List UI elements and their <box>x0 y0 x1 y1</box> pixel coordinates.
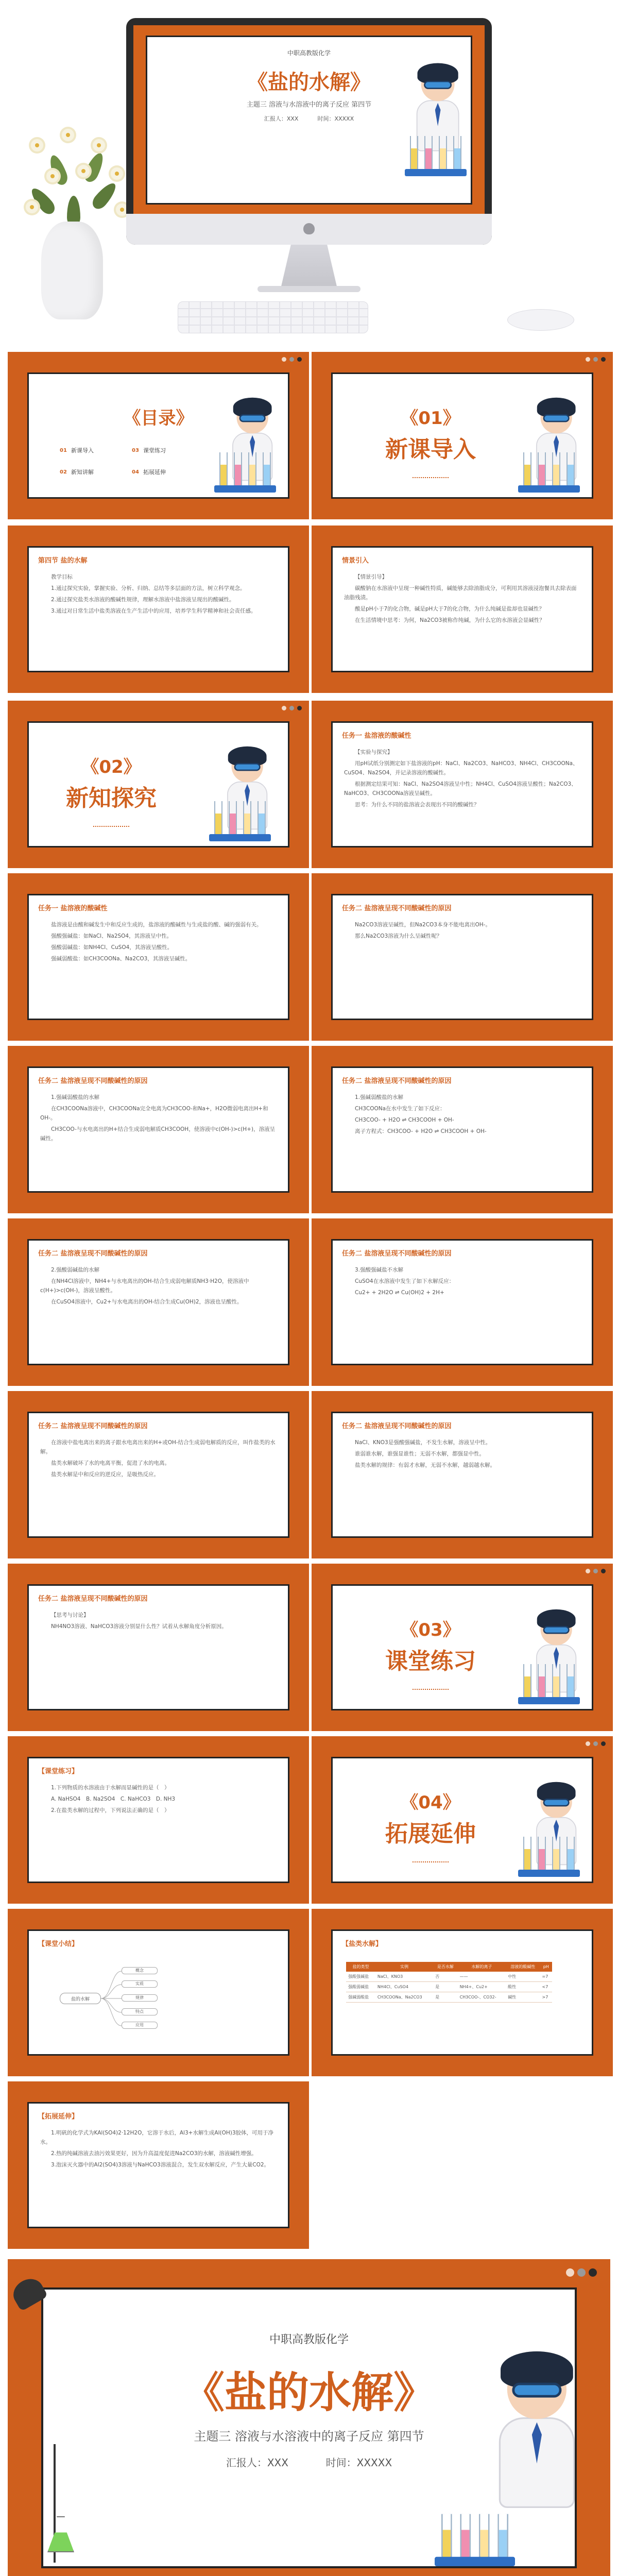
table-header: 溶液的酸碱性 <box>506 1962 540 1972</box>
slide-header: 情景引入 <box>342 557 369 565</box>
mouse-illustration <box>507 309 574 331</box>
section-divider <box>93 826 129 827</box>
section-label: 课堂练习 <box>385 1648 476 1674</box>
slide-task2-g[interactable] <box>312 1391 613 1558</box>
slide-summary-table[interactable] <box>312 1909 613 2076</box>
slide-section-03[interactable] <box>312 1564 613 1731</box>
slide-body: 1.强碱弱酸盐的水解 在CH3COONa溶液中，CH3COONa完全电离为CH3COO-和Na+，H2O微弱电离出H+和OH-。 CH3COO-与水电离出的H+结合生成弱电解质CH3COOH，使溶液中c(OH-)>c(H+)，溶液呈碱性。 <box>40 1094 276 1142</box>
slide-task1-b[interactable] <box>8 873 309 1041</box>
slide-task2-e[interactable] <box>312 1218 613 1386</box>
slide-header: 【课堂练习】 <box>38 1768 79 1775</box>
slide-header: 【拓展延伸】 <box>38 2113 79 2121</box>
slide-body: 教学目标 1.通过探究实验，掌握实验、分析、归纳、总结等多层面的方法，树立科学观念。 2.通过探究盐类水溶液的酸碱性规律，理解水溶液中盐溶液呈现出的酸碱性。 3.通过对日常生活中盐类溶液在生产生活中的应用，培养学生科学精神和社会责任感。 <box>51 574 256 614</box>
directory-list <box>60 446 194 476</box>
table-header: pH <box>540 1962 553 1972</box>
slide-directory[interactable] <box>8 352 309 519</box>
slide-extension[interactable] <box>8 2081 309 2249</box>
scientist-illustration <box>476 2351 599 2524</box>
reporter-label: 汇报人：XXX <box>226 2456 288 2469</box>
concept-node: 应用 <box>122 2022 158 2029</box>
monitor-stand <box>281 245 337 289</box>
flask-icon <box>47 2516 74 2552</box>
slide-task1-a[interactable] <box>312 701 613 868</box>
slide-body: 【情景引导】 碳酸钠在水溶液中呈现一种碱性特质，碱能够去除油脂成分，可利用其溶液浸泡餐具去除表面油脂残渍。 酸是pH小于7的化合物，碱是pH大于7的化合物，为什么纯碱是盐却也显碱性？ 在生活情境中思考：为何，Na2CO3被称作纯碱，为什么它的水溶液会显碱性？ <box>344 574 577 623</box>
table-header: 实例 <box>375 1962 433 1972</box>
directory-title: 《目录》 <box>123 408 194 429</box>
slide-section-04[interactable] <box>312 1736 613 1904</box>
table-header: 盐的类型 <box>346 1962 375 1972</box>
window-dots <box>586 1741 606 1746</box>
summary-table <box>346 1962 552 2003</box>
time-label: 时间：XXXXX <box>317 115 354 122</box>
time-label: 时间：XXXXX <box>325 2456 392 2469</box>
section-divider <box>413 1861 449 1862</box>
table-header: 水解的离子 <box>458 1962 506 1972</box>
slide-body: 1.强碱弱酸盐的水解 CH3COONa在水中发生了如下反应： CH3COO- + H2O ⇌ CH3COOH + OH- 离子方程式：CH3COO- + H2O ⇌ CH3COOH + OH- <box>355 1094 487 1134</box>
concept-connectors <box>101 1967 122 2029</box>
slide-body: 2.强酸弱碱盐的水解 在NH4Cl溶液中，NH4+与水电离出的OH-结合生成弱电解质NH3·H2O，使溶液中c(H+)>c(OH-)，溶液呈酸性。 在CuSO4溶液中，Cu2+与水电离出的OH-结合生成Cu(OH)2，溶液也呈酸性。 <box>40 1267 249 1305</box>
slide-header: 【课堂小结】 <box>38 1940 79 1948</box>
slide-header: 任务二 盐溶液呈现不同酸碱性的原因 <box>38 1077 148 1085</box>
slide-body: 1.下列物质的水溶液由于水解而显碱性的是（ ） A. NaHSO4 B. Na2SO4 C. NaHCO3 D. NH3 2.在盐类水解的过程中，下列说法正确的是（ ） <box>51 1785 176 1814</box>
slide-body: 【实验与探究】 用pH试纸分别测定如下盐溶液的pH：NaCl、Na2CO3、NaHCO3、NH4Cl、CH3COONa、CuSO4、Na2SO4，并记录溶液的酸碱性。 根据测定结果可知：NaCl、Na2SO4溶液呈中性；NH4Cl、CuSO4溶液呈酸性；Na2CO3、NaHCO3、CH3COONa溶液呈碱性。 思考：为什么不同的盐溶液会表现出不同的酸碱性？ <box>344 749 578 808</box>
test-tube-rack-icon <box>435 2506 515 2566</box>
cover-course: 中职高教版化学 <box>269 2333 349 2346</box>
cover-course: 中职高教版化学 <box>287 49 331 57</box>
concept-node: 规律 <box>122 1994 158 2002</box>
monitor-mockup <box>126 18 492 245</box>
slide-task2-h[interactable] <box>8 1564 309 1731</box>
section-number: 《04》 <box>401 1792 460 1813</box>
window-dots <box>566 2268 597 2277</box>
slide-body: 在溶液中盐电离出来的离子跟水电离出来的H+或OH-结合生成弱电解质的反应，叫作盐类的水解。 盐类水解破坏了水的电离平衡，促进了水的电离。 盐类水解是中和反应的逆反应，是吸热反应。 <box>40 1439 276 1478</box>
slide-header: 任务二 盐溶液呈现不同酸碱性的原因 <box>342 1250 452 1258</box>
test-tube-rack-icon <box>518 1831 580 1877</box>
concept-node: 特点 <box>122 2008 158 2015</box>
slide-header: 任务二 盐溶液呈现不同酸碱性的原因 <box>342 1077 452 1085</box>
directory-item[interactable]: 03 课堂练习 <box>132 447 166 454</box>
slide-task2-a[interactable] <box>312 873 613 1041</box>
cover-subtitle: 主题三 溶液与水溶液中的离子反应 第四节 <box>246 101 372 109</box>
slide-intro-goal[interactable] <box>8 526 309 693</box>
slide-task2-f[interactable] <box>8 1391 309 1558</box>
section-label: 新课导入 <box>385 436 476 463</box>
section-divider <box>413 477 449 478</box>
slide-header: 第四节 盐的水解 <box>38 557 88 565</box>
monitor-stand-base <box>258 286 360 292</box>
window-dots <box>282 706 302 710</box>
slide-body: 盐溶液是由酸和碱发生中和反应生成的，盐溶液的酸碱性与生成盐的酸、碱的强弱有关。 强酸强碱盐：如NaCl、Na2SO4，其溶液呈中性。 强酸弱碱盐：如NH4Cl、CuSO4，其溶液呈酸性。 强碱弱酸盐：如CH3COONa、Na2CO3，其溶液呈碱性。 <box>51 922 262 962</box>
section-label: 新知探究 <box>66 785 157 811</box>
slide-header: 任务二 盐溶液呈现不同酸碱性的原因 <box>342 905 452 912</box>
slide-body: 1.明矾的化学式为KAl(SO4)2·12H2O，它溶于水后，Al3+水解生成Al(OH)3胶体，可用于净水。 2.热的纯碱溶液去油污效果更好，因为升高温度促进Na2CO3的水解，溶液碱性增强。 3.泡沫灭火器中的Al2(SO4)3溶液与NaHCO3溶液混合，发生双水解反应，产生大量CO2。 <box>40 2130 274 2168</box>
section-number: 《01》 <box>401 408 460 429</box>
slide-header: 任务一 盐溶液的酸碱性 <box>342 732 411 740</box>
slide-task2-b[interactable] <box>8 1046 309 1213</box>
monitor-screen <box>133 25 485 214</box>
cover-subtitle: 主题三 溶液与水溶液中的离子反应 第四节 <box>194 2429 424 2444</box>
concept-root: 盐的水解 <box>60 1993 101 2004</box>
slide-section-01[interactable] <box>312 352 613 519</box>
slide-header: 任务一 盐溶液的酸碱性 <box>38 905 108 912</box>
window-dots <box>586 357 606 362</box>
slide-task2-d[interactable] <box>8 1218 309 1386</box>
test-tube-rack-icon <box>209 795 271 841</box>
slide-header: 任务二 盐溶液呈现不同酸碱性的原因 <box>38 1250 148 1258</box>
section-divider <box>413 1689 449 1690</box>
table-row: 强酸强碱盐 NaCl、KNO3 否 —— 中性 =7 <box>346 1972 552 1982</box>
slide-concept-map[interactable] <box>8 1909 309 2076</box>
section-label: 拓展延伸 <box>385 1821 476 1847</box>
test-tube-rack-icon <box>405 130 467 176</box>
slide-header: 任务二 盐溶液呈现不同酸碱性的原因 <box>38 1422 148 1430</box>
flower-plant-illustration <box>15 124 134 237</box>
test-tube-rack-icon <box>214 446 276 493</box>
window-dots <box>282 357 302 362</box>
concept-node: 概念 <box>122 1967 158 1974</box>
slide-intro-situation[interactable] <box>312 526 613 693</box>
directory-item[interactable]: 01 新课导入 <box>60 447 94 454</box>
test-tube-rack-icon <box>518 1658 580 1704</box>
table-header: 是否水解 <box>433 1962 457 1972</box>
slide-body: Na2CO3溶液呈碱性，但Na2CO3本身不能电离出OH-。 那么Na2CO3溶液为什么呈碱性呢？ <box>355 922 491 939</box>
reporter-label: 汇报人：XXX <box>264 115 299 122</box>
slide-task2-c[interactable] <box>312 1046 613 1213</box>
slide-body: 3.强酸强碱盐不水解 CuSO4在水溶液中发生了如下水解反应： Cu2+ + 2H2O ⇌ Cu(OH)2 + 2H+ <box>355 1267 455 1296</box>
section-number: 《02》 <box>81 757 141 777</box>
slide-body: NaCl、KNO3是强酸强碱盐，不发生水解，溶液呈中性。 谁弱谁水解，谁强显谁性；无弱不水解，都强显中性。 盐类水解的规律：有弱才水解，无弱不水解，越弱越水解。 <box>355 1439 495 1468</box>
slide-practice[interactable] <box>8 1736 309 1904</box>
apple-logo-icon <box>303 223 315 234</box>
table-row: 强碱弱酸盐 CH3COONa、Na2CO3 是 CH3COO-、CO32- 碱性 >7 <box>346 1992 552 2003</box>
monitor-chin <box>126 214 492 245</box>
section-number: 《03》 <box>401 1620 460 1640</box>
directory-item[interactable]: 02 新知讲解 <box>60 469 94 476</box>
table-row: 强酸弱碱盐 NH4Cl、CuSO4 是 NH4+、Cu2+ 酸性 <7 <box>346 1982 552 1992</box>
slide-section-02[interactable] <box>8 701 309 868</box>
window-dots <box>586 1569 606 1573</box>
slide-body: 【思考与讨论】 NH4NO3溶液、NaHCO3溶液分别显什么性？试着从水解角度分析原因。 <box>51 1612 227 1630</box>
cover-title: 《盐的水解》 <box>247 71 371 94</box>
directory-item[interactable]: 04 拓展延伸 <box>132 469 166 476</box>
slide-cover-large[interactable] <box>8 2259 610 2576</box>
vase-illustration <box>41 222 103 319</box>
keyboard-illustration <box>178 301 368 333</box>
test-tube-rack-icon <box>518 446 580 493</box>
hero-mockup <box>0 0 618 350</box>
cover-title: 《盐的水解》 <box>182 2368 436 2417</box>
concept-node: 实质 <box>122 1980 158 1988</box>
slide-header: 任务二 盐溶液呈现不同酸碱性的原因 <box>342 1422 452 1430</box>
slide-header: 【盐类水解】 <box>342 1940 383 1948</box>
slide-header: 任务二 盐溶液呈现不同酸碱性的原因 <box>38 1595 148 1603</box>
cover-frame <box>146 36 472 205</box>
